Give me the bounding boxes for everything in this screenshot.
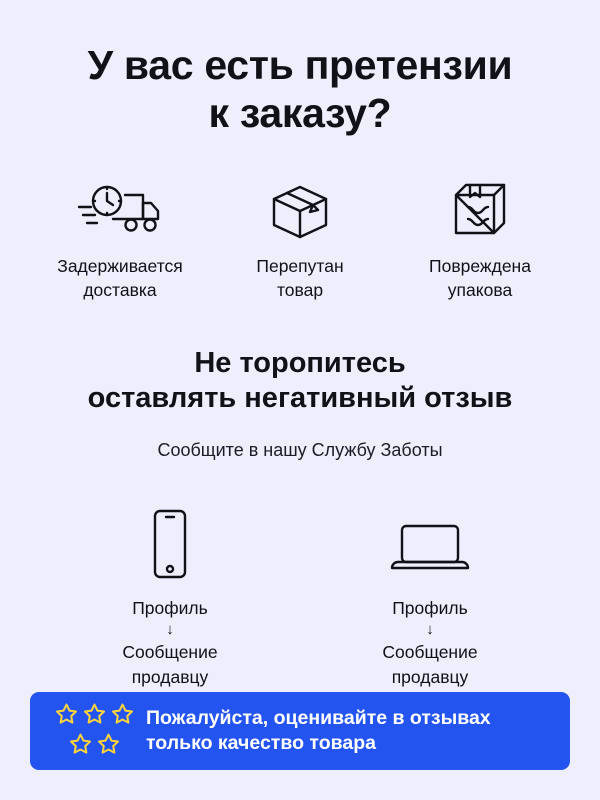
laptop-icon (388, 500, 472, 580)
device-item-desktop (315, 500, 545, 689)
device-step-2-line-1: Сообщение (122, 641, 218, 662)
down-arrow-icon: ↓ (166, 620, 174, 638)
issue-item-damaged-package (390, 167, 570, 302)
headline-line-2: к заказу? (208, 89, 392, 136)
support-note: Сообщите в нашу Службу Заботы (157, 439, 443, 460)
star-icon (68, 732, 93, 761)
banner-text-line-2: только качество товара (146, 732, 376, 754)
down-arrow-icon: ↓ (426, 620, 434, 638)
device-step-2-line-2: продавцу (391, 666, 469, 687)
open-box-icon (264, 167, 336, 241)
subhead-line-2: оставлять негативный отзыв (87, 382, 513, 415)
headline-line-1: У вас есть претензии (87, 42, 513, 88)
banner-text-line-1: Пожалуйста, оценивайте в отзывах (146, 707, 491, 730)
banner-text (140, 706, 491, 756)
rating-banner (30, 692, 570, 770)
star-icon (96, 732, 121, 761)
devices-row (40, 500, 560, 689)
issue-caption: Повреждена упакова (429, 256, 531, 300)
stars-row-bottom (68, 732, 121, 761)
device-step-2-line-1: Сообщение (382, 641, 478, 662)
stars-row-top (54, 702, 135, 731)
issue-caption: Перепутан товар (256, 256, 344, 300)
device-step-1: Профиль (392, 598, 468, 619)
device-step-2-line-2: продавцу (131, 666, 209, 687)
issues-row (30, 167, 570, 302)
damaged-box-icon (444, 167, 516, 241)
stars-group (48, 702, 140, 761)
section-subtitle (20, 346, 580, 417)
star-icon (82, 702, 107, 731)
page-title (20, 42, 580, 137)
issue-item-delayed-delivery (30, 167, 210, 302)
device-step-1: Профиль (132, 598, 208, 619)
issue-item-wrong-item (210, 167, 390, 302)
issue-caption: Задерживается доставка (57, 256, 183, 300)
smartphone-icon (146, 500, 194, 580)
device-steps (382, 596, 477, 689)
device-item-mobile (55, 500, 285, 689)
star-icon (110, 702, 135, 731)
device-steps (122, 596, 217, 689)
delivery-truck-icon (77, 167, 163, 241)
star-icon (54, 702, 79, 731)
subhead-line-1: Не торопитесь (194, 346, 406, 379)
